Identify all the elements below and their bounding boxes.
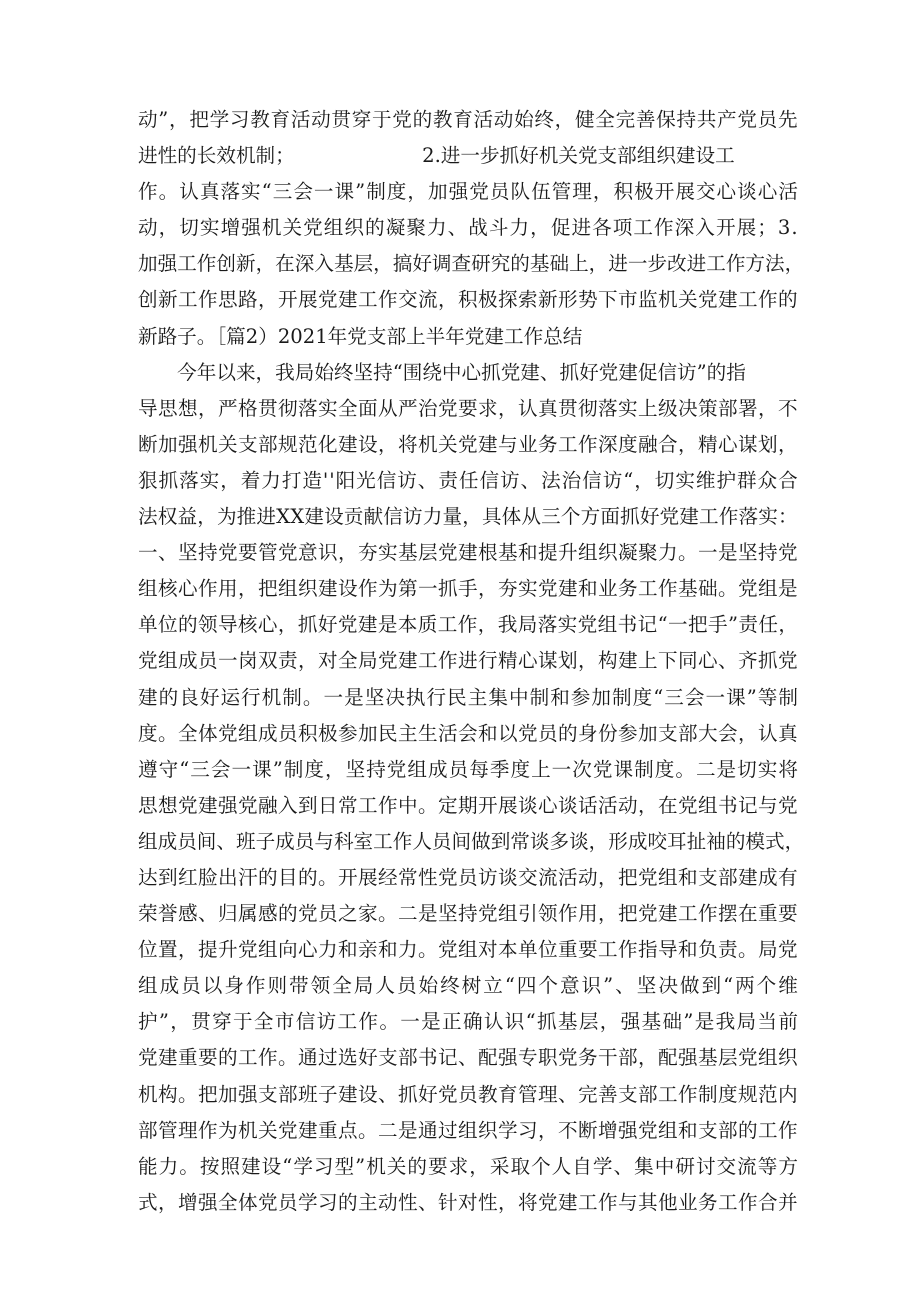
- text-line: 动 ” ， 把 学 习 教 育 活 动 贯 穿 于 党 的 教 育 活 动 始 终 ， 健 全 完 善 保 持 共 产 党 员 先: [138, 108, 798, 131]
- text-line: 导 思 想 ， 严 格 贯 彻 落 实 全 面 从 严 治 党 要 求 ， 认 真 贯 彻 落 实 上 级 决 策 部 署 ， 不: [138, 396, 798, 420]
- text-line: 组 核 心 作 用 ， 把 组 织 建 设 作 为 第 一 抓 手 ， 夯 实 党 建 和 业 务 工 作 基 础 。 党 组 是: [138, 577, 798, 601]
- text-line: 今年以来，我局始终坚持“围绕中心抓党建、抓好党建促信访”的指: [138, 360, 746, 384]
- text-line: 狠 抓 落 实 ， 着 力 打 造 ' ' 阳 光 信 访 、 责 任 信 访 、 法 治 信 访 “ ， 切 实 维 护 群 众 合: [138, 468, 798, 492]
- text-line: 加 强 工 作 创 新 ， 在 深 入 基 层 ， 搞 好 调 查 研 究 的 基 础 上 ， 进 一 步 改 进 工 作 方 法 ，: [138, 252, 805, 276]
- text-line: 一 、 坚 持 党 要 管 党 意 识 ， 夯 实 基 层 党 建 根 基 和 提 升 组 织 凝 聚 力 。 一 是 坚 持 党: [138, 541, 798, 565]
- text-line: 建 的 良 好 运 行 机 制 。 一 是 坚 决 执 行 民 主 集 中 制 和 参 加 制 度 “ 三 会 一 课 ” 等 制: [138, 685, 798, 709]
- text-line: 作 。 认 真 落 实 “ 三 会 一 课 ” 制 度 ， 加 强 党 员 队 伍 管 理 ， 积 极 开 展 交 心 谈 心 活: [138, 180, 798, 204]
- text-line: 荣 誉 感 、 归 属 感 的 党 员 之 家 。 二 是 坚 持 党 组 引 领 作 用 ， 把 党 建 工 作 摆 在 重 要: [138, 902, 798, 926]
- text-line: 党 建 重 要 的 工 作 。 通 过 选 好 支 部 书 记 、 配 强 专 职 党 务 干 部 ， 配 强 基 层 党 组 织: [138, 1046, 798, 1070]
- text-line: 创 新 工 作 思 路 ， 开 展 党 建 工 作 交 流 ， 积 极 探 索 新 形 势 下 市 监 机 关 党 建 工 作 的: [138, 288, 798, 312]
- text-line: 能 力 。 按 照 建 设 “ 学 习 型 ” 机 关 的 要 求 ， 采 取 个 人 自 学 、 集 中 研 讨 交 流 等 方: [138, 1154, 798, 1178]
- text-line: 达 到 红 脸 出 汗 的 目 的 。 开 展 经 常 性 党 员 访 谈 交 流 活 动 ， 把 党 组 和 支 部 建 成 有: [138, 865, 798, 889]
- text-line: 单 位 的 领 导 核 心 ， 抓 好 党 建 是 本 质 工 作 ， 我 局 落 实 党 组 书 记 “ 一 把 手 ” 责 任 ，: [138, 613, 798, 637]
- text-line: 位 置 ， 提 升 党 组 向 心 力 和 亲 和 力 。 党 组 对 本 单 位 重 要 工 作 指 导 和 负 责 。 局 党: [138, 938, 798, 962]
- text-line: 部 管 理 作 为 机 关 党 建 重 点 。 二 是 通 过 组 织 学 习 ， 不 断 增 强 党 组 和 支 部 的 工 作: [138, 1118, 798, 1142]
- text-line: 机 构 。 把 加 强 支 部 班 子 建 设 、 抓 好 党 员 教 育 管 理 、 完 善 支 部 工 作 制 度 规 范 内: [138, 1082, 798, 1106]
- text-line: 党 组 成 员 一 岗 双 责 ， 对 全 局 党 建 工 作 进 行 精 心 谋 划 ， 构 建 上 下 同 心 、 齐 抓 党: [138, 649, 798, 673]
- text-line: 进性的长效机制； 2.进一步抓好机关党支部组织建设工: [138, 144, 735, 168]
- text-line: 遵 守 “ 三 会 一 课 ” 制 度 ， 坚 持 党 组 成 员 每 季 度 上 一 次 党 课 制 度 。 二 是 切 实 将: [138, 757, 798, 781]
- text-line: 护 ” ， 贯 穿 于 全 市 信 访 工 作 。 一 是 正 确 认 识 “ 抓 基 层 ， 强 基 础 ” 是 我 局 当 前: [138, 1010, 798, 1034]
- text-line: 动 ， 切 实 增 强 机 关 党 组 织 的 凝 聚 力 、 战 斗 力 ， 促 进 各 项 工 作 深 入 开 展 ； 3 .: [138, 216, 798, 240]
- text-line: 思 想 党 建 强 党 融 入 到 日 常 工 作 中 。 定 期 开 展 谈 心 谈 话 活 动 ， 在 党 组 书 记 与 党: [138, 793, 798, 817]
- text-line: 度 。 全 体 党 组 成 员 积 极 参 加 民 主 生 活 会 和 以 党 员 的 身 份 参 加 支 部 大 会 ， 认 真: [138, 721, 798, 745]
- text-line: 新路子。［篇2）2021年党支部上半年党建工作总结: [138, 324, 583, 348]
- text-line: 式 ， 增 强 全 体 党 员 学 习 的 主 动 性 、 针 对 性 ， 将 党 建 工 作 与 其 他 业 务 工 作 合 并: [138, 1190, 798, 1214]
- text-line: 法 权 益 ， 为 推 进 X X 建 设 贡 献 信 访 力 量 ， 具 体 从 三 个 方 面 抓 好 党 建 工 作 落 实 ：: [138, 505, 798, 529]
- body-text: [138, 102, 805, 1221]
- text-line: 断 加 强 机 关 支 部 规 范 化 建 设 ， 将 机 关 党 建 与 业 务 工 作 深 度 融 合 ， 精 心 谋 划 ，: [138, 432, 798, 456]
- text-line: 组 成 员 以 身 作 则 带 领 全 局 人 员 始 终 树 立 “ 四 个 意 识 ” 、 坚 决 做 到 “ 两 个 维: [138, 974, 798, 998]
- text-line: 组 成 员 间 、 班 子 成 员 与 科 室 工 作 人 员 间 做 到 常 谈 多 谈 ， 形 成 咬 耳 扯 袖 的 模 式 ，: [138, 829, 805, 853]
